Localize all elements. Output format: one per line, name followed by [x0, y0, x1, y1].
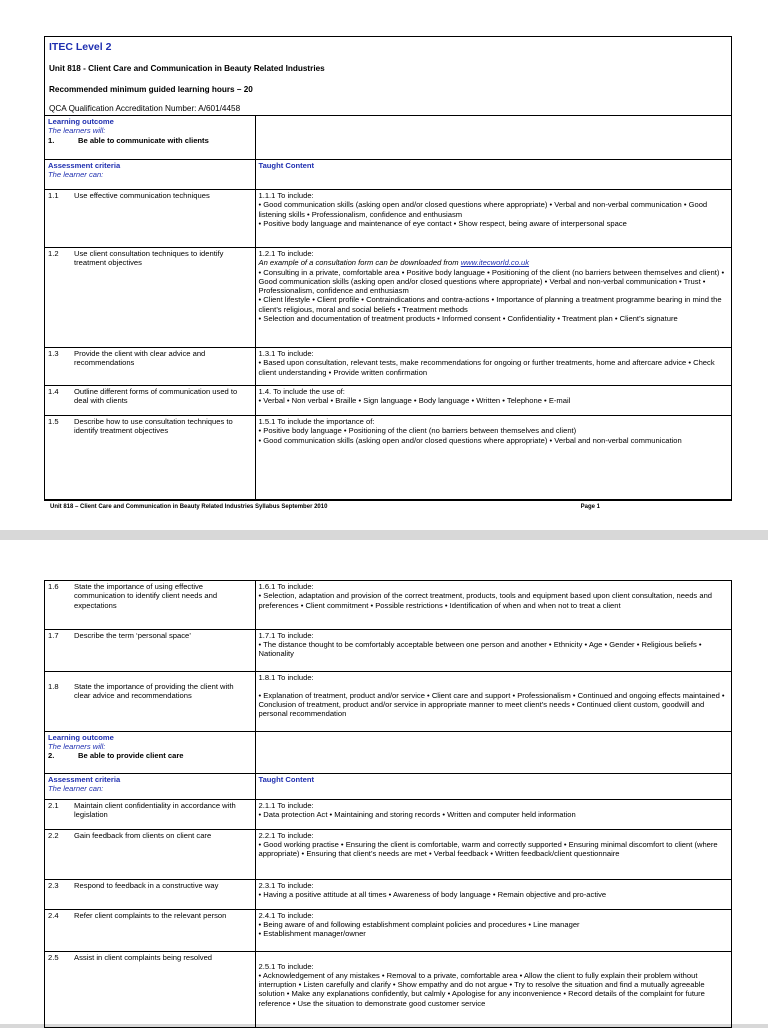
learning-outcome-row	[45, 731, 731, 773]
content-intro: 2.4.1 To include:	[258, 910, 314, 920]
outcome-number: 1.	[48, 135, 55, 145]
outcome-1-continued-table	[45, 581, 731, 1028]
guided-hours: Recommended minimum guided learning hours – 20	[49, 85, 253, 94]
content-intro: 1.1.1 To include:	[258, 191, 314, 200]
page-number: Page 1	[580, 504, 600, 510]
outcome-title	[48, 136, 252, 145]
taught-content-label: Taught Content	[258, 161, 315, 170]
criterion-cell	[45, 190, 255, 248]
assessment-criteria-label: Assessment criteria	[48, 161, 121, 170]
criterion-number: 2.2	[48, 830, 59, 840]
criterion-number: 2.5	[48, 952, 59, 962]
learners-will-label: The learners will:	[48, 126, 106, 136]
learning-outcome-label: Learning outcome	[48, 117, 114, 126]
content-text: • Data protection Act • Maintaining and storing records • Written and computer held information	[258, 809, 576, 819]
criterion-row	[45, 799, 731, 829]
content-text: • Positive body language • Positioning of the client (no barriers between themselves and client)	[258, 426, 577, 436]
criterion-row	[45, 248, 731, 348]
criterion-cell	[45, 951, 255, 1027]
criterion-row	[45, 416, 731, 500]
learning-outcome-row	[45, 116, 731, 160]
criterion-cell	[45, 581, 255, 629]
content-text: • Based upon consultation, relevant tests, make recommendations for ongoing or further treatments, home and aftercare advice • Check client understanding • Provide written confirmation	[258, 358, 715, 377]
outcome-1-table	[45, 115, 731, 500]
content-cell	[255, 416, 731, 500]
criterion-text: Use effective communication techniques	[74, 191, 210, 200]
criterion-row	[45, 190, 731, 248]
criterion-text: Use client consultation techniques to identify treatment objectives	[74, 249, 224, 268]
criterion-text: Gain feedback from clients on client care	[74, 830, 212, 840]
page-footer	[50, 504, 720, 510]
criterion-number: 1.1	[48, 191, 59, 200]
content-text: • The distance thought to be comfortably acceptable between one person and another • Ethnicity • Age • Gender • Religious beliefs • Nationality	[258, 639, 702, 659]
itecworld-link[interactable]: www.itecworld.co.uk	[460, 258, 530, 268]
content-cell	[255, 190, 731, 248]
note-text: An example of a consultation form can be downloaded from	[258, 258, 461, 268]
criterion-text: Assist in client complaints being resolved	[74, 952, 213, 962]
criterion-row	[45, 581, 731, 629]
content-text: • Explanation of treatment, product and/or service • Client care and support • Professionalism • Continued and ongoing effects maintained • Conclusion of treatment, product and/or service in appropriate manner to meet client’s needs • Continued client custom, goodwill and personal recommendation	[258, 690, 725, 719]
criterion-number: 1.2	[48, 249, 59, 258]
assessment-criteria-header	[45, 773, 255, 799]
syllabus-table-page-1	[44, 36, 732, 501]
criterion-number: 1.5	[48, 417, 59, 426]
criterion-text: Provide the client with clear advice and recommendations	[74, 349, 206, 368]
criterion-number: 1.7	[48, 630, 59, 640]
content-intro: 2.5.1 To include:	[258, 961, 314, 971]
outcome-text: Be able to communicate with clients	[78, 135, 209, 145]
content-intro: 2.3.1 To include:	[258, 880, 314, 890]
content-intro: 1.2.1 To include:	[258, 249, 314, 258]
criterion-text: Describe how to use consultation techniques to identify treatment objectives	[74, 417, 233, 436]
page-2	[0, 540, 768, 1024]
outcome-title	[48, 751, 252, 760]
criterion-text: Maintain client confidentiality in accordance with legislation	[74, 800, 236, 819]
column-header-row	[45, 160, 731, 190]
content-cell	[255, 951, 731, 1027]
learners-will-label: The learners will:	[48, 741, 106, 751]
criterion-number: 2.4	[48, 910, 59, 920]
learning-outcome-cell	[45, 116, 255, 160]
content-text: • Selection, adaptation and provision of the correct treatment, products, tools and equipment based upon client consultation, needs and preferences • Client commitment • Possible restrictions • Identification of when and when not to treat a client	[258, 591, 713, 610]
criterion-number: 2.1	[48, 800, 59, 810]
criterion-cell	[45, 386, 255, 416]
criterion-cell	[45, 348, 255, 386]
assessment-criteria-label: Assessment criteria	[48, 774, 121, 784]
outcome-text: Be able to provide client care	[78, 751, 184, 761]
content-cell	[255, 829, 731, 879]
column-header-row	[45, 773, 731, 799]
content-cell	[255, 909, 731, 951]
content-text: • Having a positive attitude at all times • Awareness of body language • Remain objective and pro-active	[258, 889, 607, 899]
syllabus-table-page-2	[44, 580, 732, 1028]
content-intro: 1.8.1 To include:	[258, 672, 314, 682]
criterion-number: 1.8	[48, 681, 59, 691]
criterion-row	[45, 629, 731, 671]
criterion-cell	[45, 248, 255, 348]
learning-outcome-cell	[45, 731, 255, 773]
criterion-row	[45, 879, 731, 909]
content-text: • Establishment manager/owner	[258, 929, 366, 939]
content-cell	[255, 879, 731, 909]
content-intro: 1.4. To include the use of:	[258, 387, 345, 396]
criterion-row	[45, 671, 731, 731]
consultation-form-note	[259, 258, 729, 267]
taught-content-label: Taught Content	[258, 774, 315, 784]
content-intro: 2.2.1 To include:	[258, 830, 314, 840]
criterion-text: Describe the term ‘personal space’	[74, 630, 191, 640]
content-intro: 1.3.1 To include:	[258, 349, 314, 358]
criterion-cell	[45, 799, 255, 829]
document-header	[45, 37, 731, 115]
empty-cell	[255, 116, 731, 160]
content-intro: 1.5.1 To include the importance of:	[258, 417, 375, 426]
footer-title: Unit 818 – Client Care and Communication in Beauty Related Industries Syllabus September 2010	[50, 504, 328, 510]
content-text: • Acknowledgement of any mistakes • Removal to a private, comfortable area • Allow the client to fully explain their problem without interruption • Listen carefully and clarify • Show empathy and do not argue • Try to resolve the situation and find a mutually agreeable solution • Make any explanations confidently, but calmly • Apologise for any inconvenience • Record details of the complaint for future reference • Use the situation to demonstrate good customer service	[258, 970, 705, 1008]
criterion-cell	[45, 629, 255, 671]
content-text: • Being aware of and following establishment complaint policies and procedures • Line manager	[258, 919, 580, 929]
criterion-cell	[45, 909, 255, 951]
criterion-cell	[45, 829, 255, 879]
content-cell	[255, 348, 731, 386]
content-cell	[255, 629, 731, 671]
criterion-number: 1.6	[48, 582, 59, 591]
criterion-number: 2.3	[48, 880, 59, 890]
criterion-text: Refer client complaints to the relevant person	[74, 910, 227, 920]
criterion-text: Respond to feedback in a constructive way	[74, 880, 219, 890]
content-text: • Good working practise • Ensuring the client is comfortable, warm and correctly supported • Ensuring minimal discomfort to client (where appropriate) • Ensuring that client’s needs are met • Verbal feedback • Written feedback/client questionnaire	[258, 839, 718, 859]
criterion-row	[45, 348, 731, 386]
content-intro: 2.1.1 To include:	[258, 800, 314, 810]
content-cell	[255, 671, 731, 731]
taught-content-header	[255, 773, 731, 799]
content-cell	[255, 799, 731, 829]
empty-cell	[255, 731, 731, 773]
learner-can-label: The learner can:	[48, 783, 104, 793]
content-text: • Positive body language and maintenance of eye contact • Show respect, being aware of interpersonal space	[258, 218, 627, 228]
criterion-row	[45, 951, 731, 1027]
level-title: ITEC Level 2	[49, 41, 112, 53]
unit-title: Unit 818 - Client Care and Communication in Beauty Related Industries	[49, 64, 325, 73]
criterion-row	[45, 909, 731, 951]
content-text: • Client lifestyle • Client profile • Contraindications and contra-actions • Importance of planning a treatment programme bearing in mind the client’s religious, moral and social beliefs • Treatment methods	[258, 295, 722, 314]
content-intro: 1.7.1 To include:	[258, 630, 314, 640]
criterion-number: 1.4	[48, 387, 59, 396]
content-cell	[255, 581, 731, 629]
content-text: • Verbal • Non verbal • Braille • Sign language • Body language • Written • Telephone • E-mail	[258, 396, 571, 406]
criterion-row	[45, 829, 731, 879]
taught-content-header	[255, 160, 731, 190]
learning-outcome-label: Learning outcome	[48, 732, 114, 742]
criterion-cell	[45, 416, 255, 500]
content-text: • Selection and documentation of treatment products • Informed consent • Confidentiality • Treatment plan • Client’s signature	[258, 314, 678, 324]
criterion-cell	[45, 671, 255, 731]
criterion-text: State the importance of providing the client with clear advice and recommendations	[74, 681, 234, 700]
content-text: • Consulting in a private, comfortable area • Positive body language • Positioning of the client (no barriers between themselves and client) • Good communication skills (asking open and/or closed questions where appropriate) • Verbal and non-verbal communication • Trust • Professionalism, confidence and enthusiasm	[258, 267, 725, 296]
criterion-cell	[45, 879, 255, 909]
outcome-number: 2.	[48, 751, 55, 761]
criterion-text: State the importance of using effective communication to identify client needs and expectations	[74, 582, 218, 610]
content-cell	[255, 386, 731, 416]
learner-can-label: The learner can:	[48, 170, 104, 180]
content-intro: 1.6.1 To include:	[258, 582, 314, 591]
criterion-text: Outline different forms of communication used to deal with clients	[74, 387, 238, 406]
criterion-number: 1.3	[48, 349, 59, 358]
assessment-criteria-header	[45, 160, 255, 190]
content-text: • Good communication skills (asking open and/or closed questions where appropriate) • Verbal and non-verbal communication	[258, 435, 682, 445]
qca-number: QCA Qualification Accreditation Number: A/601/4458	[49, 104, 241, 113]
content-text: • Good communication skills (asking open and/or closed questions where appropriate) • Verbal and non-verbal communication • Good listening skills • Professionalism, confidence and enthusiasm	[258, 200, 708, 219]
criterion-row	[45, 386, 731, 416]
content-cell	[255, 248, 731, 348]
